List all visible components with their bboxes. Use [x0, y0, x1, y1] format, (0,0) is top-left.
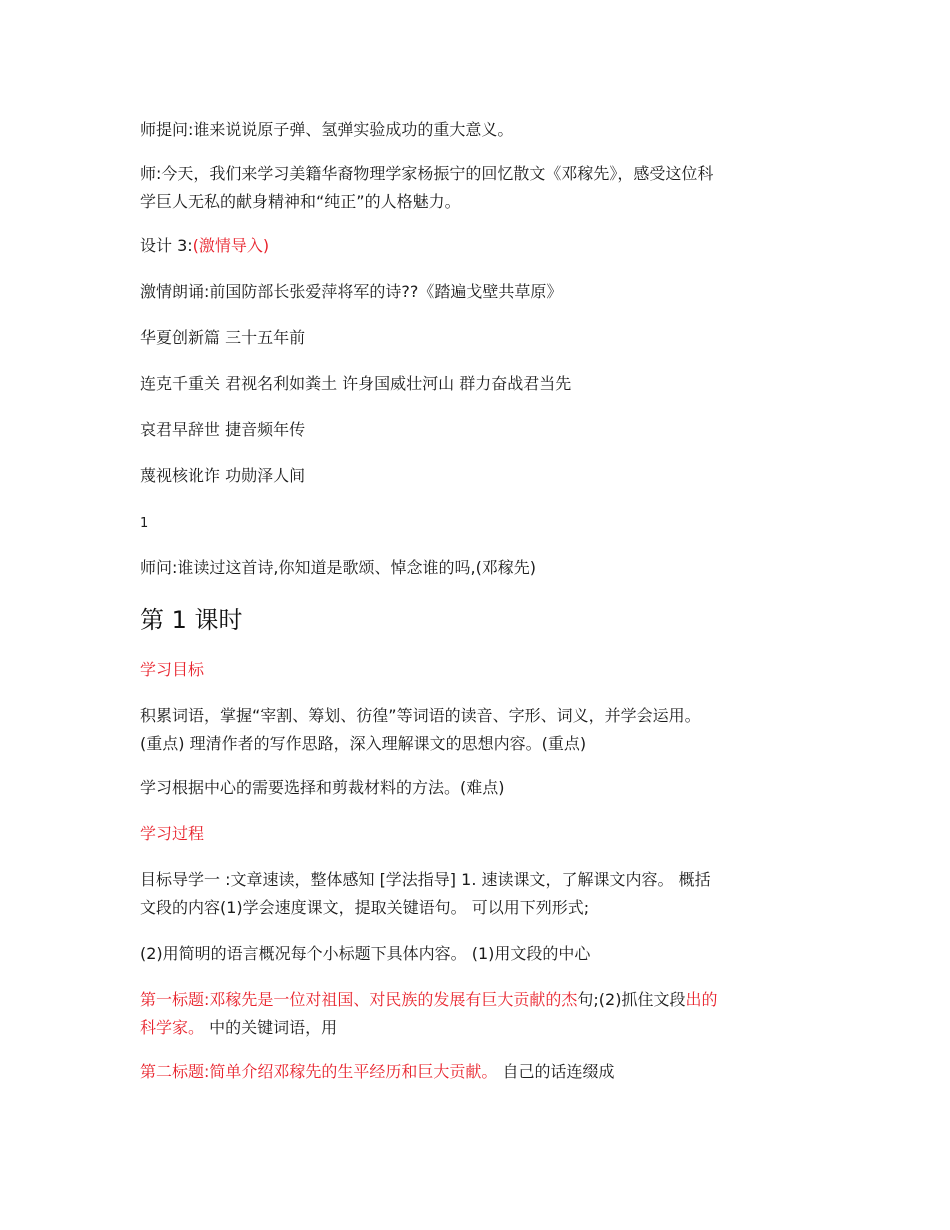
goals-heading: 学习目标 — [140, 660, 205, 679]
title-1-red-tail: 出的 — [685, 990, 718, 1009]
design-3-line — [140, 232, 820, 260]
title-2-black-text: 自己的话连缀成 — [497, 1062, 615, 1081]
design-label: 设计 3: — [140, 236, 193, 255]
title-1-black-continued: 中的关键词语，用 — [204, 1018, 338, 1037]
process-heading: 学习过程 — [140, 824, 205, 843]
recite-line: 激情朗诵:前国防部长张爱萍将军的诗??《踏遍戈壁共草原》 — [140, 282, 563, 301]
poem-line-2: 连克千重关 君视名利如粪土 许身国威壮河山 群力奋战君当先 — [140, 374, 572, 393]
title-1-red-continued: 科学家。 — [140, 1018, 205, 1037]
title-1-line-1 — [140, 986, 820, 1014]
poem-line-3: 哀君早辞世 捷音频年传 — [140, 420, 306, 439]
goal-1-line-1: 积累词语，掌握“宰割、筹划、彷徨”等词语的读音、字形、词义，并学会运用。 — [140, 706, 701, 725]
design-passion-tag: (激情导入) — [192, 236, 270, 255]
title-1-red-text: 第一标题:邓稼先是一位对祖国、对民族的发展有巨大贡献的杰 — [140, 990, 578, 1009]
teacher-question: 师问:谁读过这首诗,你知道是歌颂、悼念谁的吗,(邓稼先) — [140, 558, 537, 577]
title-2-line — [140, 1058, 820, 1086]
poem-line-1: 华夏创新篇 三十五年前 — [140, 328, 306, 347]
guide-line-2: 文段的内容(1)学会速度课文，提取关键语句。 可以用下列形式; — [140, 898, 590, 917]
goal-1-line-2: (重点) 理清作者的写作思路，深入理解课文的思想内容。(重点) — [140, 734, 587, 753]
guide-paragraph-2: (2)用简明的语言概况每个小标题下具体内容。 (1)用文段的中心 — [140, 944, 591, 963]
title-2-red-text: 第二标题:简单介绍邓稼先的生平经历和巨大贡献。 — [140, 1062, 498, 1081]
guide-line-1: 目标导学一 :文章速读，整体感知 [学法指导] 1. 速读课文，了解课文内容。 概括 — [140, 870, 711, 889]
goal-2: 学习根据中心的需要选择和剪裁材料的方法。(难点) — [140, 778, 505, 797]
poem-line-4: 蔑视核讹诈 功勋泽人间 — [140, 466, 306, 485]
paragraph-intro-line-2: 学巨人无私的献身精神和“纯正”的人格魅力。 — [140, 192, 461, 211]
paragraph-teacher-prompt: 师提问:谁来说说原子弹、氢弹实验成功的重大意义。 — [140, 120, 514, 139]
paragraph-intro-line-1: 师:今天，我们来学习美籍华裔物理学家杨振宁的回忆散文《邓稼先》，感受这位科 — [140, 164, 714, 183]
title-1-black-text: 句;(2)抓住文段 — [577, 990, 686, 1009]
page-number: 1 — [140, 516, 149, 531]
lesson-title: 第 1 课时 — [140, 606, 243, 634]
title-1-line-2 — [140, 1014, 820, 1042]
